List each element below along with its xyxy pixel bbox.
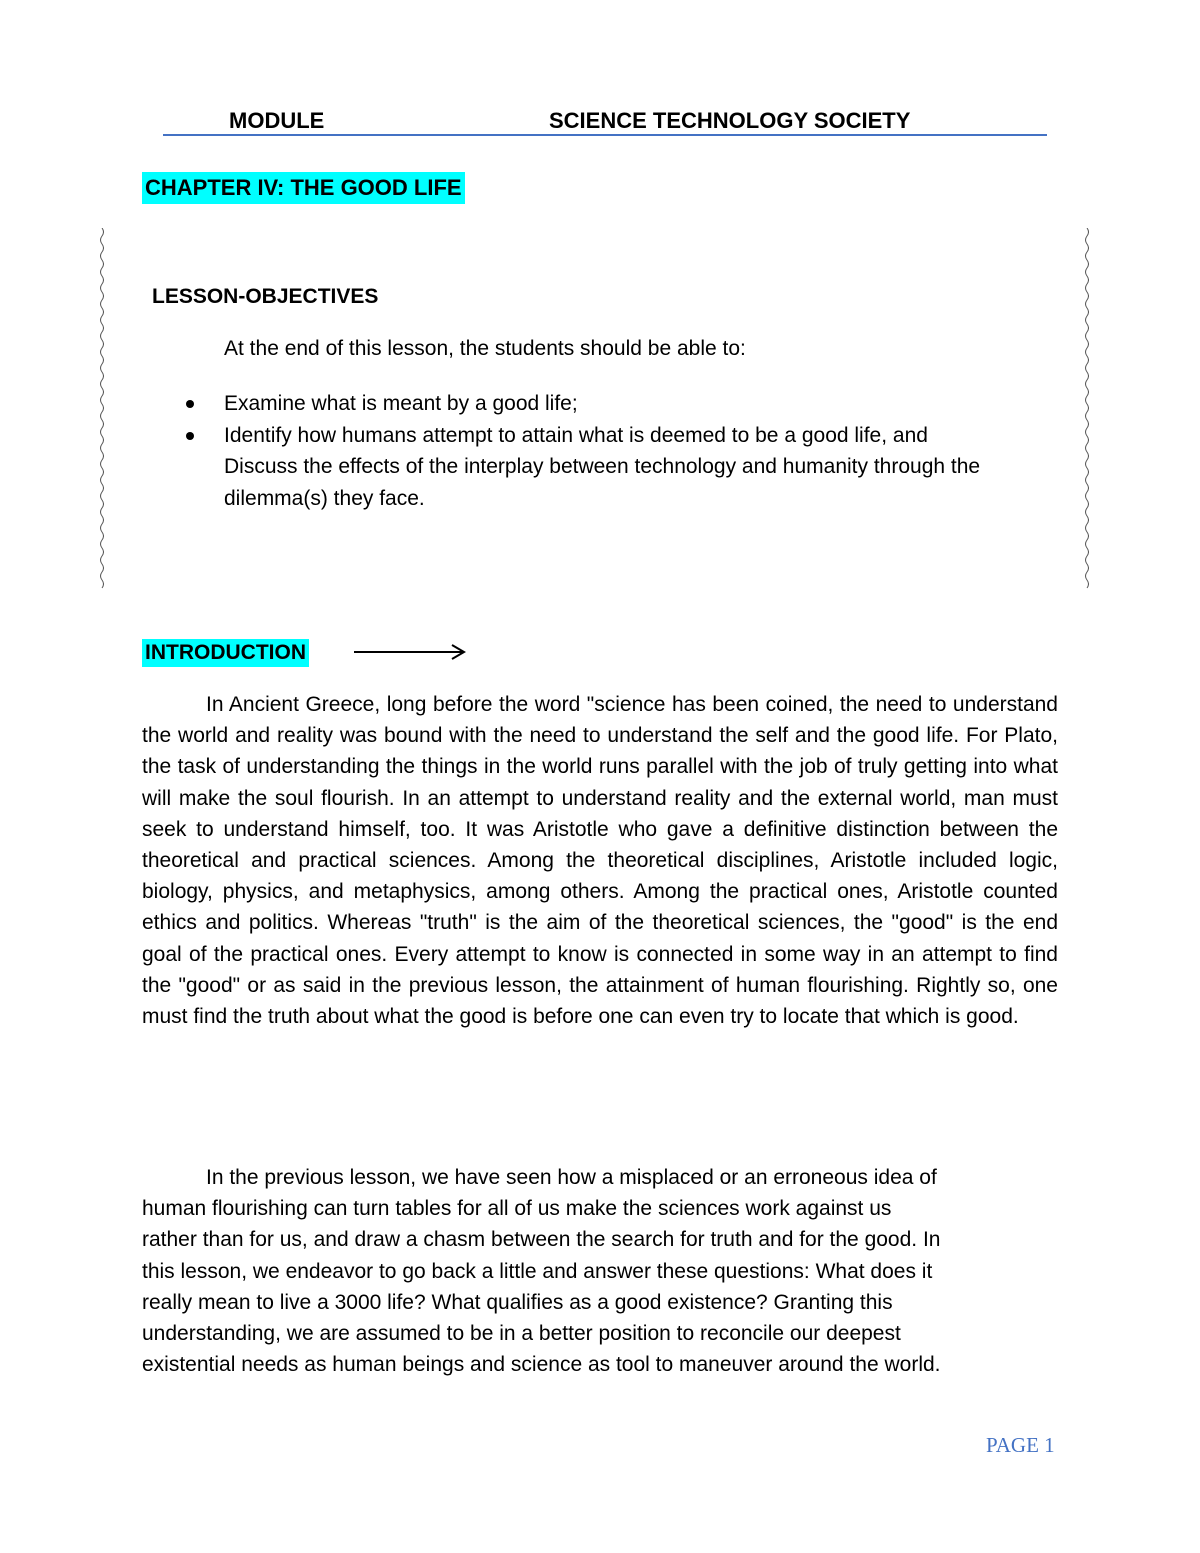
objective-text: Identify how humans attempt to attain what is deemed to be a good life, and [224, 423, 928, 447]
list-item [186, 420, 1086, 452]
objective-text: Examine what is meant by a good life; [224, 392, 578, 415]
objectives-list [186, 388, 1086, 514]
left-squiggle-border [98, 228, 104, 590]
chapter-title: CHAPTER IV: THE GOOD LIFE [142, 172, 465, 204]
right-arrow-icon [354, 641, 468, 663]
introduction-heading: INTRODUCTION [142, 639, 309, 667]
objective-continuation: Discuss the effects of the interplay between technology and humanity through the dilemma(s) they face. [224, 455, 981, 510]
page-number: PAGE 1 [986, 1433, 1055, 1457]
header-course-title: SCIENCE TECHNOLOGY SOCIETY [549, 108, 911, 133]
objectives-intro: At the end of this lesson, the students should be able to: [224, 337, 746, 360]
introduction-paragraph-2: In the previous lesson, we have seen how a misplaced or an erroneous idea of human flourishing can turn tables for all of us make the sciences work against us rather than for us, and draw a chasm between the search for truth and for the good. In this lesson, we endeavor to go back a little and answer these questions: What does it really mean to live a 3000 life? What qualifies as a good existence? Granting this understanding, we are assumed to be in a better position to reconcile our deepest existential needs as human beings and science as tool to maneuver around the world. [142, 1166, 941, 1377]
header-module-label: MODULE [229, 108, 325, 133]
bullet-icon [186, 400, 194, 408]
page-header [163, 104, 1047, 136]
bullet-icon [186, 432, 194, 440]
list-item [186, 388, 1086, 420]
introduction-paragraph-1: In Ancient Greece, long before the word "science has been coined, the need to understand the world and reality was bound with the need to understand the self and the good life. For Plato, the task of understanding the things in the world runs parallel with the job of truly getting into what will make the soul flourish. In an attempt to understand reality and the external world, man must seek to understand himself, too. It was Aristotle who gave a definitive distinction between the theoretical and practical sciences. Among the theoretical disciplines, Aristotle included logic, biology, physics, and metaphysics, among others. Among the practical ones, Aristotle counted ethics and politics. Whereas "truth" is the aim of the theoretical sciences, the "good" is the end goal of the practical ones. Every attempt to know is connected in some way in an attempt to find the "good" or as said in the previous lesson, the attainment of human flourishing. Rightly so, one must find the truth about what the good is before one can even try to locate that which is good. [142, 693, 1058, 1029]
objectives-title: LESSON-OBJECTIVES [152, 285, 379, 308]
